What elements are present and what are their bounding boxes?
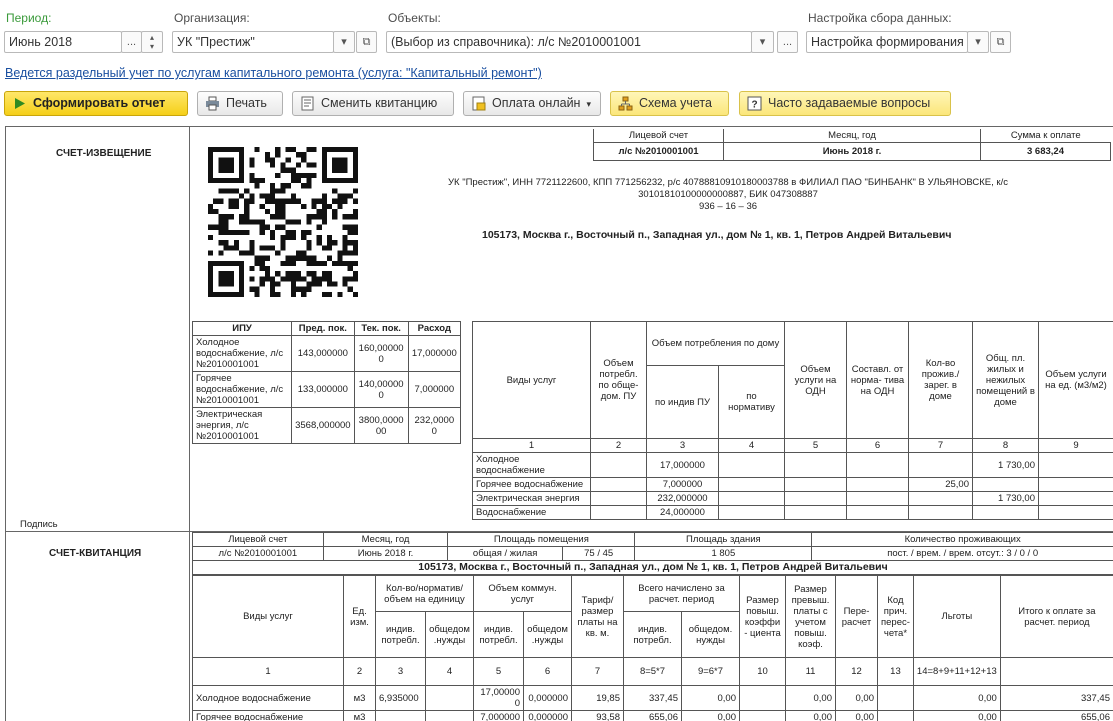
table-cell: 0,00 (913, 686, 1000, 711)
table-cell (740, 711, 786, 721)
signature-label: Подпись (20, 519, 58, 530)
table-cell: Горячее водоснабжение, л/с №2010001001 (193, 372, 292, 408)
hierarchy-icon (618, 96, 633, 111)
table-cell: 0,00 (836, 686, 878, 711)
objects-select-button[interactable]: ... (777, 31, 798, 53)
table-cell: м3 (344, 711, 376, 721)
table-cell (1039, 453, 1113, 478)
table-cell: Горячее водоснабжение (193, 711, 344, 721)
table-cell (1039, 506, 1113, 520)
play-icon (12, 96, 27, 111)
open-window-icon: ⧉ (362, 36, 371, 48)
column-number: 11 (786, 658, 836, 686)
column-number: 7 (572, 658, 624, 686)
capital-repair-notice-link[interactable]: Ведется раздельный учет по услугам капитального ремонта (услуга: "Капитальный ремонт") (5, 66, 542, 80)
column-number: 2 (591, 439, 647, 453)
table-cell (909, 506, 973, 520)
table-cell: 24,000000 (647, 506, 719, 520)
table-cell: 0,00 (786, 686, 836, 711)
table-cell: 1 730,00 (973, 453, 1039, 478)
period-spin-button[interactable]: ▴ ▾ (141, 31, 163, 53)
column-number: 12 (836, 658, 878, 686)
table-cell (878, 711, 914, 721)
accounting-scheme-button[interactable]: Схема учета (610, 91, 729, 116)
table-header: ИПУ (193, 322, 292, 336)
table-cell: Электрическая энергия (473, 492, 591, 506)
table-cell: 655,06 (1000, 711, 1113, 721)
table-cell: Электрическая энергия, л/с №2010001001 (193, 408, 292, 444)
table-header: Расход (408, 322, 460, 336)
table-cell (785, 492, 847, 506)
chevron-down-icon: ▾ (341, 36, 347, 48)
column-number: 13 (878, 658, 914, 686)
table-row (473, 453, 1113, 478)
ipu-table (192, 321, 461, 444)
setup-input[interactable]: Настройка формирования (806, 31, 968, 53)
column-number: 9 (1039, 439, 1113, 453)
column-number: 14=8+9+11+12+13 (913, 658, 1000, 686)
table-cell (740, 686, 786, 711)
table-cell: 337,45 (1000, 686, 1113, 711)
table-cell: 655,06 (624, 711, 682, 721)
table-cell: 17,000000 (408, 336, 460, 372)
column-number: 2 (344, 658, 376, 686)
faq-button[interactable]: ? Часто задаваемые вопросы (739, 91, 951, 116)
column-number: 4 (719, 439, 785, 453)
open-window-icon: ⧉ (996, 36, 1005, 48)
table-cell: 7,000000 (408, 372, 460, 408)
table-cell: 133,000000 (292, 372, 354, 408)
table-cell (785, 478, 847, 492)
charges-table: Виды услуг Ед. изм. Кол-во/норматив/ объем на единицу Объем коммун. услуг Тариф/ размер платы на кв. м. Всего начислено за расчет. период Размер повыш. коэффи - циента Размер превыш. платы с учетом повыш. коэф. Пере- расчет Код прич. перес- чета* Льготы Итого к оплате за расчет. период индив. потребл. общедом .нужды индив. потребл. общедом .нужды индив. потребл. общедом. нужды 1 2 3 4 5 6 7 8=5*7 9=6*7 10 11 12 13 14=8+9+11+12+13 Холодное водоснабжение м3 6,935000 17,00000 0 0,000000 19,85 337,45 0,00 0,00 0,00 0,00 337,45 Горячее водоснабжение м3 7,000000 0,000000 93,58 655,06 0,00 0,00 0,00 0,00 655,06 (192, 575, 1113, 721)
column-number: 3 (376, 658, 426, 686)
table-cell (785, 506, 847, 520)
table-cell: 17,000000 (647, 453, 719, 478)
table-row (193, 372, 461, 408)
column-number: 6 (847, 439, 909, 453)
table-cell (719, 478, 785, 492)
column-number: 5 (785, 439, 847, 453)
table-row (193, 408, 461, 444)
receipt-title: СЧЕТ-КВИТАНЦИЯ (49, 548, 142, 559)
qr-code (208, 147, 358, 297)
divider (189, 127, 190, 531)
svg-text:?: ? (751, 99, 758, 111)
table-cell (847, 492, 909, 506)
org-label: Организация: (174, 11, 250, 25)
table-cell (591, 506, 647, 520)
table-row (193, 336, 461, 372)
table-row (473, 492, 1113, 506)
org-dropdown-button[interactable] (333, 31, 355, 53)
table-cell: 17,00000 0 (474, 686, 524, 711)
table-cell: 3568,000000 (292, 408, 354, 444)
column-number: 10 (740, 658, 786, 686)
period-input[interactable]: Июнь 2018 (4, 31, 122, 53)
table-row (193, 686, 1113, 711)
setup-label: Настройка сбора данных: (808, 11, 952, 25)
receipt-address: 105173, Москва г., Восточный п., Западная ул., дом № 1, кв. 1, Петров Андрей Витальевич (193, 561, 1113, 575)
receipt-header-table: Лицевой счет Месяц, год Площадь помещения Площадь здания Количество проживающих л/с №2010001001 Июнь 2018 г. общая / жилая 75 / 45 1 805 пост. / врем. / врем. отсут.: 3 / 0 / 0 105173, Москва г., Восточный п., Западная ул., дом № 1, кв. 1, Петров Андрей Витальевич (192, 532, 1113, 575)
column-number: 8 (973, 439, 1039, 453)
table-cell (426, 711, 474, 721)
table-cell (719, 492, 785, 506)
chevron-down-icon: ▾ (975, 36, 981, 48)
table-cell (719, 506, 785, 520)
table-cell: 6,935000 (376, 686, 426, 711)
table-cell: Горячее водоснабжение (473, 478, 591, 492)
table-cell: 0,00 (913, 711, 1000, 721)
generate-report-button[interactable]: Сформировать отчет (4, 91, 188, 116)
notice-header-table: Лицевой счет Месяц, год Сумма к оплате л/с №2010001001 Июнь 2018 г. 3 683,24 (593, 129, 1111, 161)
column-number: 9=6*7 (682, 658, 740, 686)
account-number: л/с №2010001001 (594, 143, 724, 161)
document-icon (300, 96, 315, 111)
org-open-button[interactable] (356, 31, 377, 53)
pay-online-button[interactable]: Оплата онлайн ▾ (463, 91, 601, 116)
table-cell: 143,000000 (292, 336, 354, 372)
table-cell (591, 478, 647, 492)
table-row (193, 711, 1113, 721)
payment-icon (471, 96, 486, 111)
table-cell: 0,00 (786, 711, 836, 721)
column-number: 4 (426, 658, 474, 686)
period-select-button[interactable]: ... (121, 31, 142, 53)
table-cell: 7,000000 (474, 711, 524, 721)
table-cell: 3800,0000 00 (354, 408, 408, 444)
chevron-down-icon: ▾ (586, 99, 591, 109)
notice-title: СЧЕТ-ИЗВЕЩЕНИЕ (56, 148, 152, 159)
objects-dropdown-button[interactable] (751, 31, 774, 53)
table-cell: Водоснабжение (473, 506, 591, 520)
divider (189, 531, 190, 721)
chevron-down-icon: ▾ (759, 36, 766, 48)
org-input[interactable]: УК "Престиж" (172, 31, 334, 53)
column-number: 8=5*7 (624, 658, 682, 686)
table-cell (847, 478, 909, 492)
table-cell: 337,45 (624, 686, 682, 711)
odn-table: Виды услуг Объем потребл. по обще- дом. ПУ Объем потребления по дому Объем услуги на ОДН Составл. от норма- тива на ОДН Кол-во прожив./ зарег. в доме Общ. пл. жилых и нежилых помещений в доме Объем услуги на ед. (м3/м2) по индив ПУ по нормативу 1 2 3 4 5 6 7 8 9 Холодное водоснабжение 17,000000 1 730,00 Горячее водоснабжение 7,000000 25,00 Электрическая энергия 232,000000 1 730,00 Водоснабжение 24,000000 (472, 321, 1113, 520)
table-cell (376, 711, 426, 721)
table-cell: 1 730,00 (973, 492, 1039, 506)
amount-due: 3 683,24 (981, 143, 1111, 161)
table-cell: 140,00000 0 (354, 372, 408, 408)
column-number: 3 (647, 439, 719, 453)
table-cell (973, 478, 1039, 492)
table-row (473, 478, 1113, 492)
column-number: 6 (524, 658, 572, 686)
table-cell: Холодное водоснабжение (473, 453, 591, 478)
table-cell (909, 453, 973, 478)
table-cell (847, 453, 909, 478)
printer-icon (205, 96, 220, 111)
table-cell: Холодное водоснабжение, л/с №2010001001 (193, 336, 292, 372)
column-number: 1 (473, 439, 591, 453)
table-cell: 0,00 (682, 686, 740, 711)
table-cell: 19,85 (572, 686, 624, 711)
setup-open-button[interactable] (990, 31, 1011, 53)
column-number: 5 (474, 658, 524, 686)
table-cell: 160,00000 0 (354, 336, 408, 372)
table-cell: 0,00 (836, 711, 878, 721)
table-cell (591, 492, 647, 506)
period-label: Период: (6, 11, 52, 25)
objects-input[interactable]: (Выбор из справочника): л/с №2010001001 (386, 31, 752, 53)
table-cell (878, 686, 914, 711)
column-number: 7 (909, 439, 973, 453)
print-button[interactable]: Печать (197, 91, 283, 116)
table-cell (719, 453, 785, 478)
table-cell: 232,0000 0 (408, 408, 460, 444)
table-cell (426, 686, 474, 711)
column-number: 1 (193, 658, 344, 686)
table-cell (1039, 492, 1113, 506)
objects-label: Объекты: (388, 11, 441, 25)
table-cell (785, 453, 847, 478)
table-cell (591, 453, 647, 478)
organization-details: УК "Престиж", ИНН 7721122600, КПП 771256232, р/с 40788810910180003788 в ФИЛИАЛ ПАО "БИНБАНК" В УЛЬЯНОВСКЕ, к/с 30101810100000000887, БИК 047308887 936 – 16 – 36 (448, 177, 1008, 212)
table-row (473, 506, 1113, 520)
table-header: Тек. пок. (354, 322, 408, 336)
table-cell: Холодное водоснабжение (193, 686, 344, 711)
table-cell: 0,000000 (524, 686, 572, 711)
setup-dropdown-button[interactable] (967, 31, 989, 53)
table-cell: 232,000000 (647, 492, 719, 506)
table-cell: 25,00 (909, 478, 973, 492)
receipt-document (5, 126, 1113, 721)
table-cell (973, 506, 1039, 520)
table-cell: 7,000000 (647, 478, 719, 492)
table-cell (1039, 478, 1113, 492)
table-cell: 93,58 (572, 711, 624, 721)
help-icon (747, 96, 762, 111)
table-header: Пред. пок. (292, 322, 354, 336)
table-cell: м3 (344, 686, 376, 711)
table-cell (909, 492, 973, 506)
table-cell (847, 506, 909, 520)
change-receipt-button[interactable]: Сменить квитанцию (292, 91, 454, 116)
period-month: Июнь 2018 г. (724, 143, 981, 161)
table-cell: 0,000000 (524, 711, 572, 721)
payer-address: 105173, Москва г., Восточный п., Западная ул., дом № 1, кв. 1, Петров Андрей Витальевич (482, 229, 952, 241)
table-cell: 0,00 (682, 711, 740, 721)
